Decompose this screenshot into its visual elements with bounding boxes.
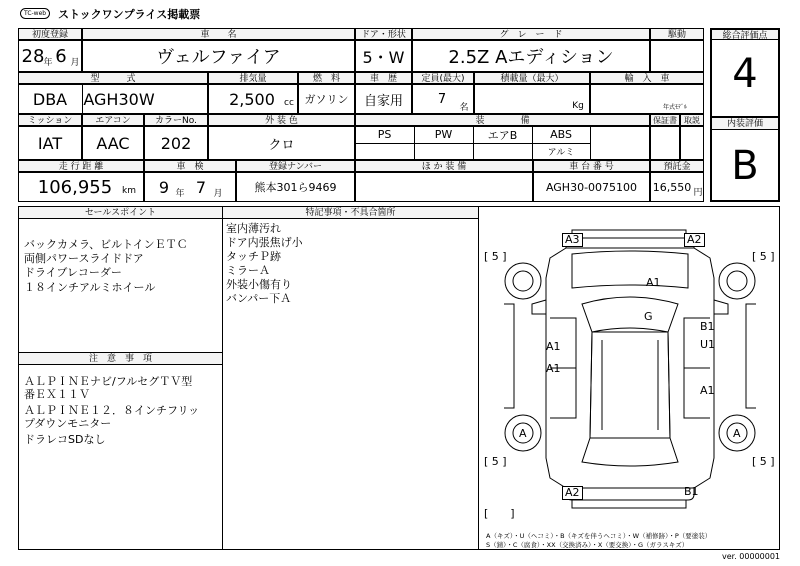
hdr-history: 車 歴 bbox=[355, 72, 412, 84]
damage-legend-1: A（キズ）・U（ヘコミ）・B（キズを伴うヘコミ）・W（補修跡）・P（要塗装） bbox=[486, 532, 712, 540]
hdr-model: 型 式 bbox=[18, 72, 208, 84]
interior-score: B bbox=[731, 143, 759, 189]
hdr-plate: 登録ナンバー bbox=[236, 160, 355, 172]
color-no: 202 bbox=[160, 133, 192, 153]
sales-point-4: １８インチアルミホイール bbox=[24, 281, 156, 294]
load-unit: Kg bbox=[572, 101, 584, 111]
yen-unit: 円 bbox=[693, 187, 703, 198]
cell-drive bbox=[650, 40, 704, 72]
mark-a1-left1: A1 bbox=[546, 340, 561, 353]
hdr-color-no: カラーNo. bbox=[144, 114, 208, 126]
bracket-top-left: [ 5 ] bbox=[484, 250, 507, 263]
mission: IAT bbox=[37, 133, 63, 153]
mark-a1-right: A1 bbox=[700, 384, 715, 397]
mark-u1: U1 bbox=[700, 338, 716, 351]
door-type: 5・W bbox=[362, 47, 405, 67]
year-model-label: 年式ﾓﾃﾞﾙ bbox=[662, 103, 687, 111]
capacity-unit: 名 bbox=[459, 102, 469, 113]
model-prefix: DBA bbox=[32, 89, 68, 109]
hdr-mission: ミッション bbox=[18, 114, 82, 126]
mark-a-right: A bbox=[733, 427, 741, 440]
mark-a2-bottom: A2 bbox=[562, 486, 583, 500]
lower-divider-2 bbox=[478, 206, 479, 550]
remark-5: 外装小傷有り bbox=[226, 278, 292, 291]
bracket-bottom-left: [ 5 ] bbox=[484, 455, 507, 468]
hdr-displacement: 排気量 bbox=[208, 72, 298, 84]
inspection-month: 7 bbox=[195, 177, 207, 197]
mileage: 106,955 bbox=[37, 176, 113, 198]
caution-5: ドラレコSDなし bbox=[24, 433, 106, 446]
hdr-inspection: 車 検 bbox=[144, 160, 236, 172]
bracket-bottom-right: [ 5 ] bbox=[752, 455, 775, 468]
hdr-first-reg: 初度登録 bbox=[18, 28, 82, 40]
bracket-empty: [ ] bbox=[484, 507, 515, 520]
remark-4: ミラーＡ bbox=[226, 264, 270, 277]
sales-point-3: ドライブレコーダー bbox=[24, 266, 122, 279]
aircon: AAC bbox=[96, 133, 130, 153]
lower-divider-1 bbox=[222, 206, 223, 550]
equip-abs: ABS bbox=[550, 128, 572, 141]
hdr-score: 総合評価点 bbox=[710, 28, 780, 40]
hdr-warranty: 保証書 bbox=[650, 114, 680, 126]
hdr-deposit: 預託金 bbox=[650, 160, 704, 172]
hdr-load: 積載量（最大） bbox=[474, 72, 590, 84]
version-label: ver. 00000001 bbox=[722, 552, 781, 561]
month-unit: 月 bbox=[70, 57, 80, 68]
caution-1: ＡＬＰＩＮＥナビ/フルセグＴＶ型 bbox=[24, 375, 193, 388]
history: 自家用 bbox=[363, 93, 403, 109]
hdr-car-name: 車 名 bbox=[82, 28, 355, 40]
deposit: 16,550 bbox=[652, 180, 692, 194]
equip-airbag: エアB bbox=[487, 128, 518, 142]
capacity: 7 bbox=[437, 91, 447, 107]
year-unit: 年 bbox=[43, 57, 53, 68]
hdr-sales-points: セールスポイント bbox=[18, 206, 223, 219]
caution-3: ＡＬＰＩＮＥ１２．８インチフリッ bbox=[24, 404, 200, 417]
hdr-mileage: 走 行 距 離 bbox=[18, 160, 144, 172]
car-damage-diagram bbox=[480, 208, 778, 530]
hdr-door: ドア・形状 bbox=[355, 28, 412, 40]
equip-vline-4 bbox=[590, 126, 591, 160]
cell-manual bbox=[680, 126, 704, 160]
first-reg-year: 28 bbox=[21, 45, 45, 67]
mark-a1-left2: A1 bbox=[546, 362, 561, 375]
page-title: ストックワンプライス掲載票 bbox=[58, 8, 201, 21]
cell-warranty bbox=[650, 126, 680, 160]
model-code: AGH30W bbox=[83, 89, 155, 109]
chassis-number: AGH30-0075100 bbox=[545, 180, 638, 194]
damage-legend-2: S（錆）・C（腐食）・XX（交換済み）・X（要交換）・G（ガラスキズ） bbox=[486, 541, 689, 549]
cc-unit: cc bbox=[284, 98, 294, 108]
hdr-grade: グ レ ー ド bbox=[412, 28, 650, 40]
first-reg-month: 6 bbox=[55, 45, 67, 67]
hdr-other-equip: ほ か 装 備 bbox=[355, 160, 533, 172]
remark-2: ドア内張焦げ小 bbox=[226, 236, 303, 249]
insp-year-unit: 年 bbox=[175, 188, 185, 199]
hdr-cautions: 注 意 事 項 bbox=[18, 352, 223, 365]
hdr-aircon: エアコン bbox=[82, 114, 144, 126]
equip-pw: PW bbox=[434, 128, 453, 141]
km-unit: km bbox=[122, 186, 136, 196]
overall-score: 4 bbox=[732, 51, 758, 97]
mark-b1-bottom: B1 bbox=[684, 485, 699, 498]
hdr-equip: 装 備 bbox=[355, 114, 650, 126]
hdr-import: 輸 入 車 bbox=[590, 72, 704, 84]
hdr-exterior: 外 装 色 bbox=[208, 114, 355, 126]
mark-a3: A3 bbox=[562, 233, 583, 247]
mark-a2-top: A2 bbox=[684, 233, 705, 247]
cell-other-equip bbox=[355, 172, 533, 202]
equip-alloy: アルミ bbox=[547, 148, 575, 158]
equip-ps: PS bbox=[377, 128, 392, 141]
hdr-capacity: 定員(最大) bbox=[412, 72, 474, 84]
hdr-drive: 駆動 bbox=[650, 28, 704, 40]
displacement: 2,500 bbox=[229, 89, 275, 109]
sales-point-1: バックカメラ、ビルトインＥＴＣ bbox=[24, 238, 188, 251]
mark-g: G bbox=[644, 310, 653, 323]
hdr-manual: 取説 bbox=[680, 114, 704, 126]
hdr-remarks: 特記事項・不具合箇所 bbox=[222, 206, 479, 219]
caution-2: 番ＥＸ１１Ｖ bbox=[24, 388, 90, 401]
mark-a-left: A bbox=[519, 427, 527, 440]
remark-6: バンパー下Ａ bbox=[226, 292, 292, 305]
mark-b1: B1 bbox=[700, 320, 715, 333]
bracket-top-right: [ 5 ] bbox=[752, 250, 775, 263]
grade: 2.5Z Aエディション bbox=[448, 47, 614, 68]
hdr-chassis: 車 台 番 号 bbox=[533, 160, 650, 172]
car-name: ヴェルファイア bbox=[156, 47, 281, 68]
exterior-color: クロ bbox=[268, 137, 295, 153]
sales-point-2: 両側パワースライドドア bbox=[24, 252, 144, 265]
remark-1: 室内薄汚れ bbox=[226, 222, 281, 235]
hdr-fuel: 燃 料 bbox=[298, 72, 355, 84]
insp-month-unit: 月 bbox=[213, 188, 223, 199]
hdr-interior: 内装評価 bbox=[710, 118, 780, 130]
caution-4: プダウンモニター bbox=[24, 417, 112, 430]
mark-a1-hood: A1 bbox=[646, 276, 661, 289]
plate-number: 熊本301ら9469 bbox=[254, 181, 337, 194]
inspection-year: 9 bbox=[158, 177, 170, 197]
remark-3: タッチＰ跡 bbox=[226, 250, 281, 263]
logo: TC-web bbox=[20, 8, 50, 19]
fuel: ガソリン bbox=[304, 93, 349, 106]
